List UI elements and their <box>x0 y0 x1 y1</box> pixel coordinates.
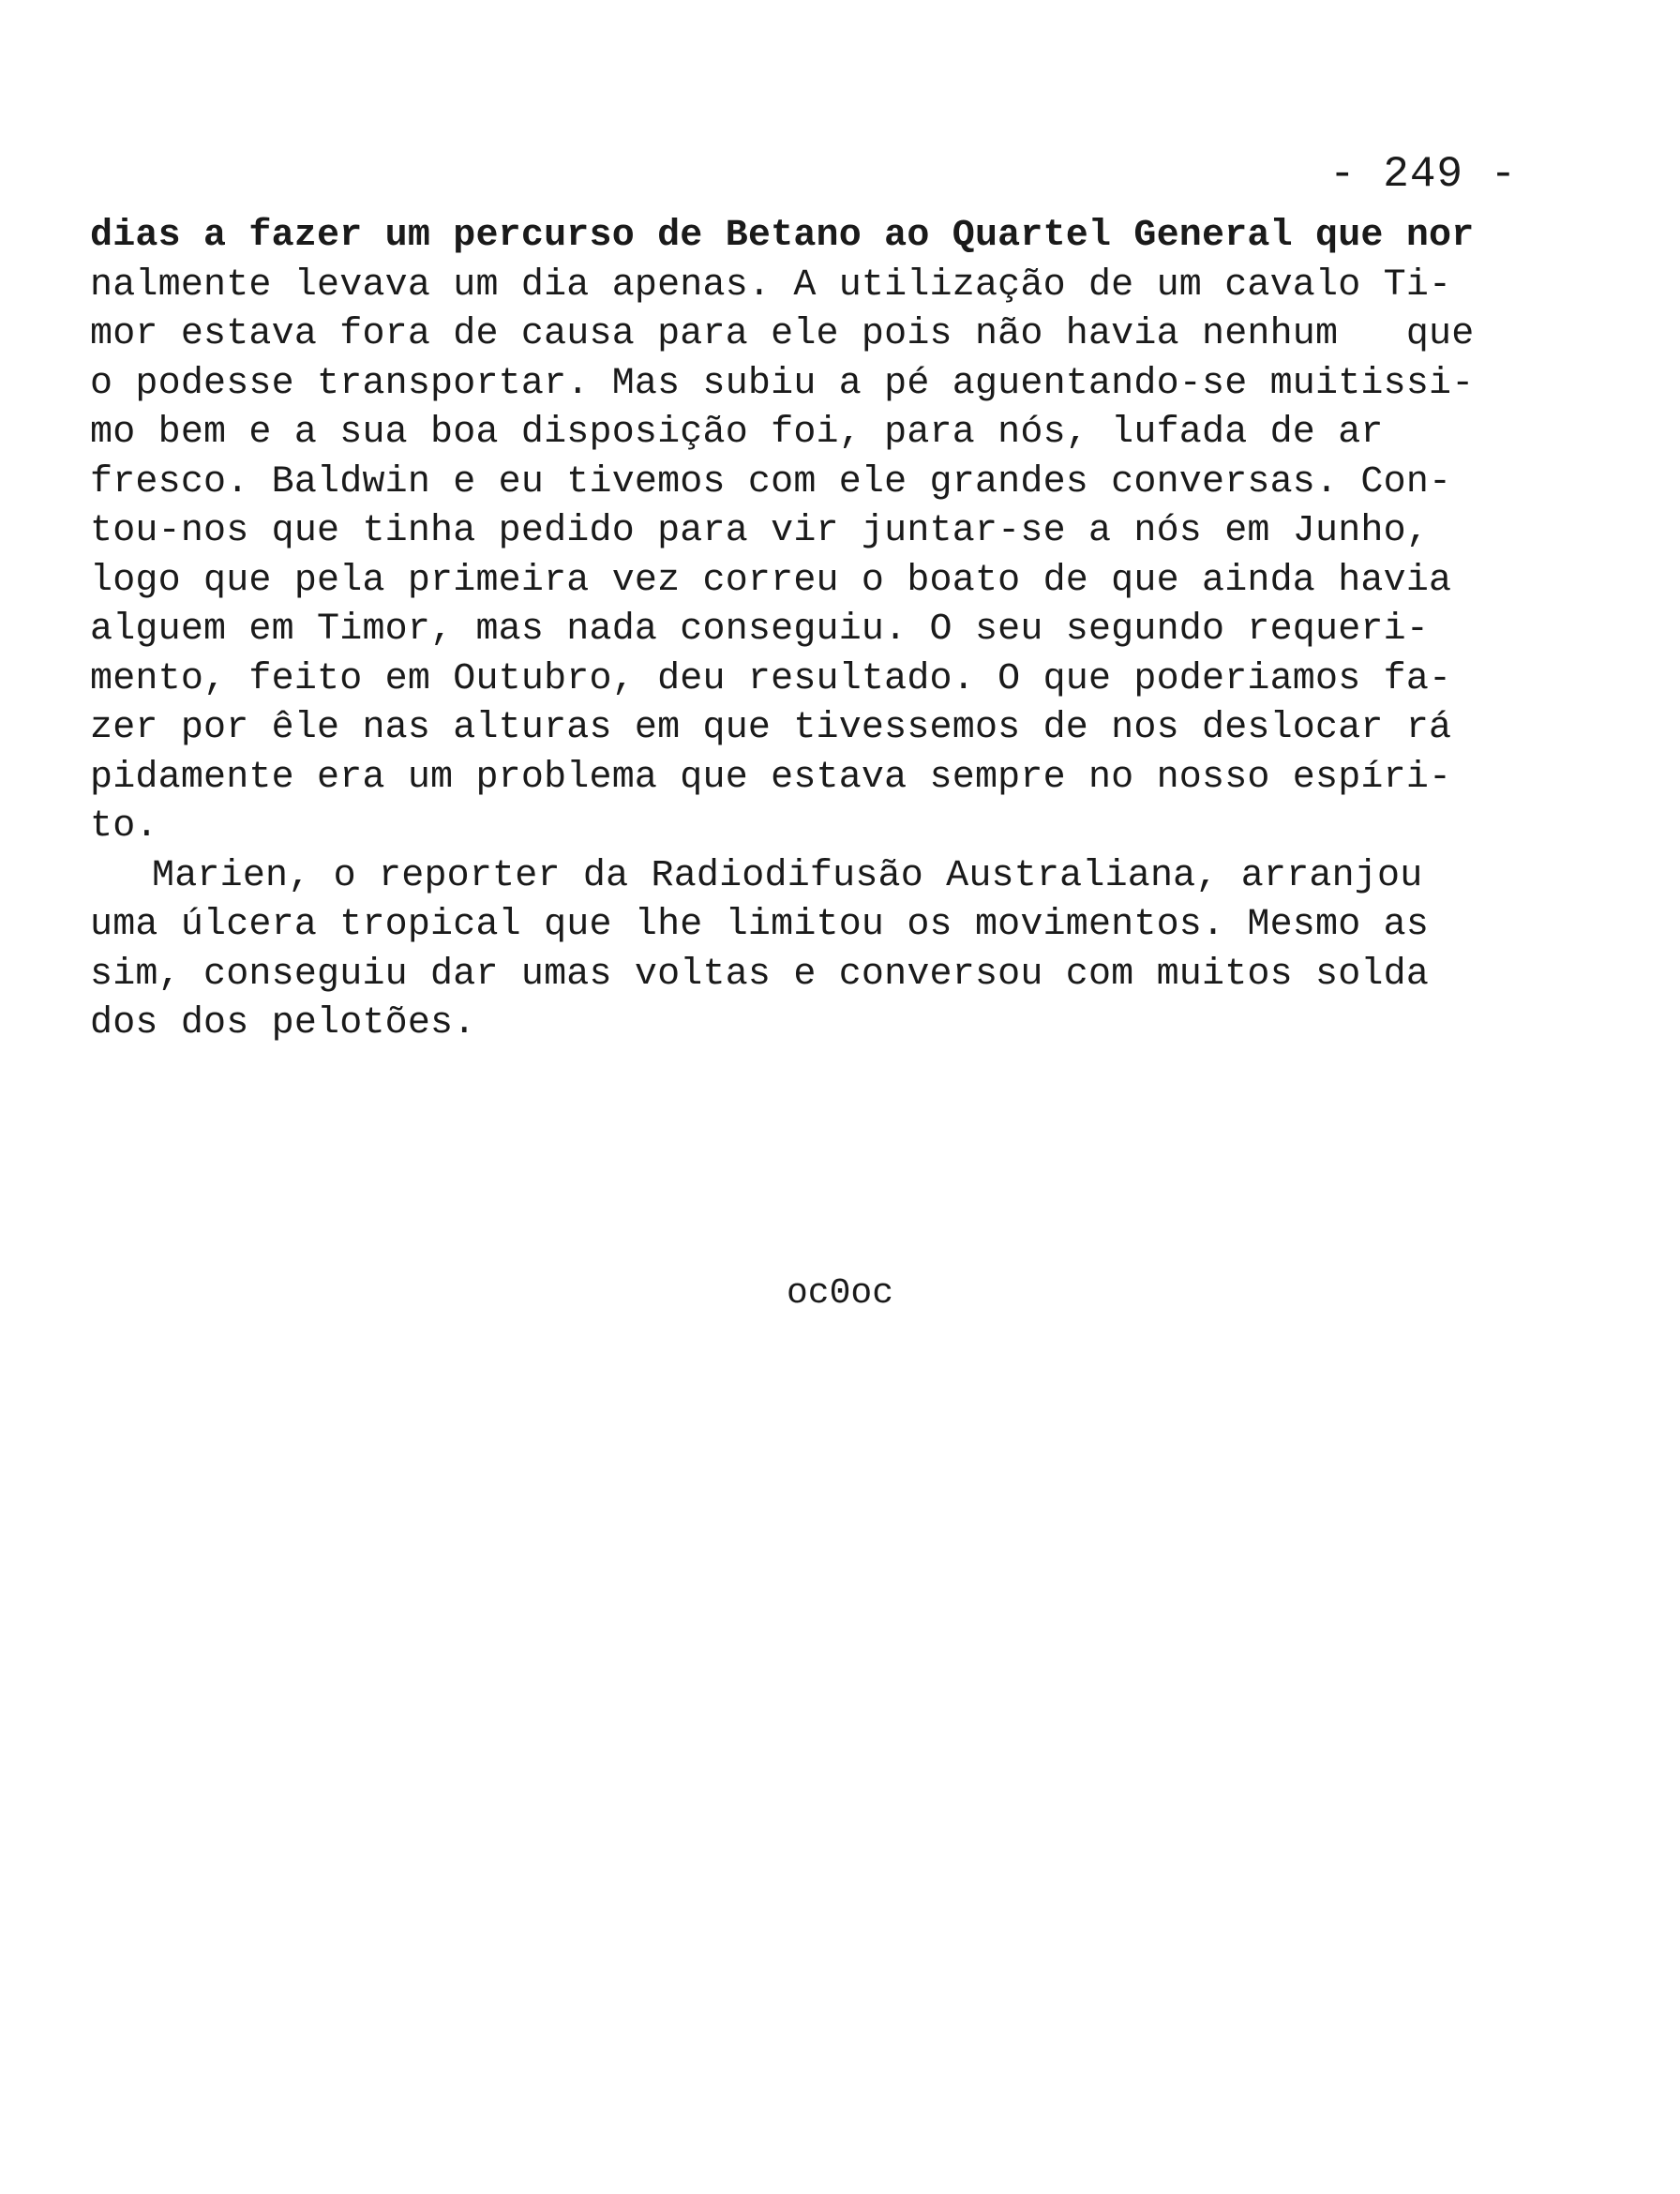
text-line: mor estava fora de causa para ele pois não havia nenhum que <box>90 313 1475 355</box>
text-line: zer por êle nas alturas em que tivessemos de nos deslocar rá <box>90 707 1452 749</box>
text-line: mo bem e a sua boa disposição foi, para nós, lufada de ar <box>90 412 1384 454</box>
text-line: to. <box>90 805 158 848</box>
text-line: pidamente era um problema que estava sempre no nosso espíri- <box>90 756 1452 799</box>
text-line: o podesse transportar. Mas subiu a pé aguentando-se muitissi- <box>90 362 1475 405</box>
body-text <box>90 212 1515 1049</box>
text-line: dias a fazer um percurso de Betano ao Quartel General que nor <box>90 215 1475 257</box>
text-line: alguem em Timor, mas nada conseguiu. O seu segundo requeri- <box>90 609 1430 651</box>
text-line: tou-nos que tinha pedido para vir juntar-se a nós em Junho, <box>90 510 1430 552</box>
text-line: fresco. Baldwin e eu tivemos com ele grandes conversas. Con- <box>90 460 1452 503</box>
text-line: Marien, o reporter da Radiodifusão Australiana, arranjou <box>152 854 1423 897</box>
text-line: dos dos pelotões. <box>90 1002 476 1044</box>
text-line: logo que pela primeira vez correu o boato de que ainda havia <box>90 559 1452 602</box>
text-line: uma úlcera tropical que lhe limitou os movimentos. Mesmo as <box>90 904 1430 946</box>
text-line: mento, feito em Outubro, deu resultado. O que poderiamos fa- <box>90 657 1452 700</box>
section-separator: oc0oc <box>786 1273 894 1314</box>
text-line: nalmente levava um dia apenas. A utilização de um cavalo Ti- <box>90 263 1452 307</box>
page-number: - 249 - <box>1329 150 1518 199</box>
text-line: sim, conseguiu dar umas voltas e conversou com muitos solda <box>90 953 1430 996</box>
